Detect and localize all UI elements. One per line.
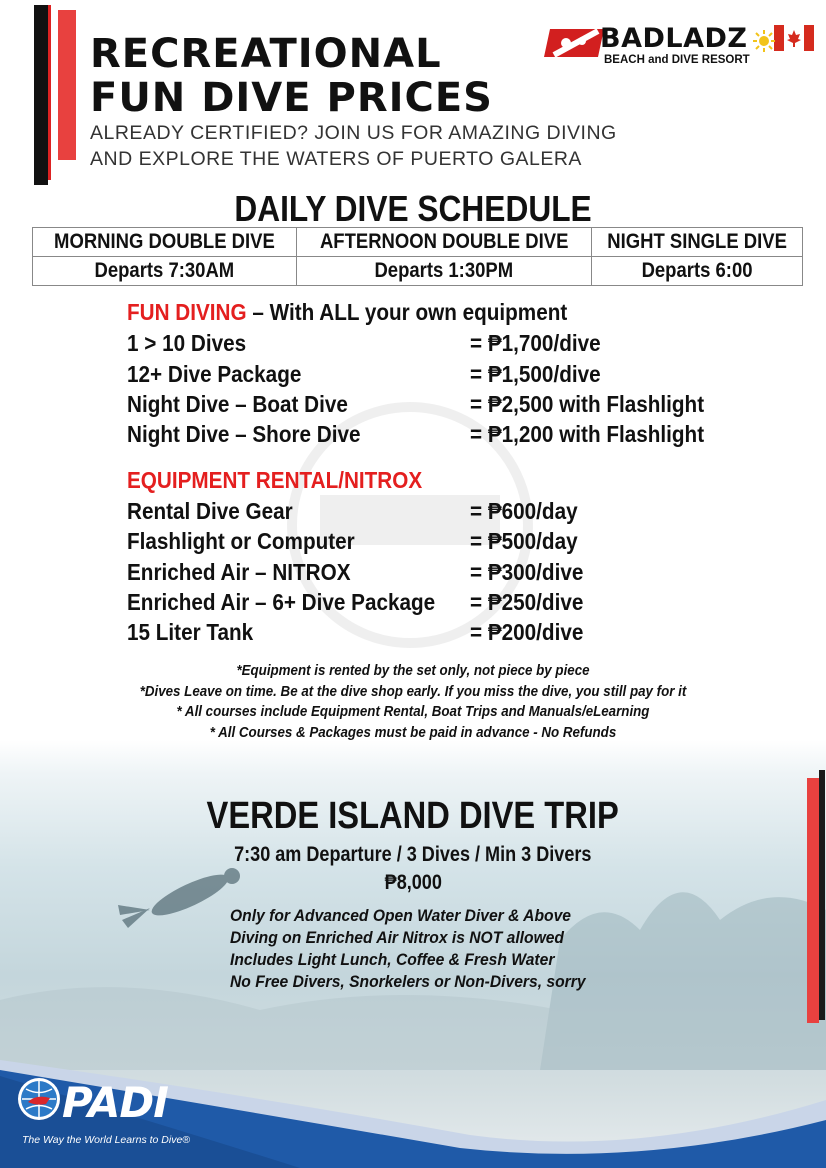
badladz-logo — [544, 25, 814, 70]
schedule-header-night: NIGHT SINGLE DIVE — [607, 230, 787, 253]
header-bar-red-thin — [48, 5, 51, 180]
rental-heading: EQUIPMENT RENTAL/NITROX — [127, 467, 423, 493]
padi-tagline: The Way the World Learns to Dive® — [22, 1134, 191, 1146]
trip-note-line: Only for Advanced Open Water Diver & Above — [230, 906, 571, 925]
note-line: *Equipment is rented by the set only, not piece by piece — [236, 663, 590, 679]
note-line: * All Courses & Packages must be paid in advance - No Refunds — [209, 724, 617, 741]
philippine-sun-icon — [752, 29, 776, 53]
subtitle-line-1: ALREADY CERTIFIED? JOIN US FOR AMAZING DIVING — [90, 122, 617, 144]
schedule-header-cell — [33, 228, 297, 257]
note-line: * All courses include Equipment Rental, Boat Trips and Manuals/eLearning — [176, 704, 650, 720]
trip-subtitle — [0, 843, 826, 867]
rental-price: = ₱600/day — [470, 498, 578, 524]
fun-diving-heading — [127, 299, 567, 326]
fun-diving-price: = ₱2,500 with Flashlight — [470, 391, 705, 417]
schedule-header-cell — [297, 228, 592, 257]
header-bar-black — [34, 5, 48, 185]
rental-label: Rental Dive Gear — [127, 498, 293, 524]
canada-flag-icon — [774, 25, 814, 51]
schedule-time-morning: Departs 7:30AM — [94, 259, 235, 282]
rental-price: = ₱300/dive — [470, 559, 584, 585]
title-line-1: RECREATIONAL — [90, 31, 442, 77]
logo-tagline: BEACH and DIVE RESORT — [604, 54, 750, 66]
fun-diving-price: = ₱1,700/dive — [470, 330, 601, 356]
schedule-time-cell — [33, 257, 297, 286]
rental-label: Enriched Air – NITROX — [127, 559, 351, 585]
fun-diving-label: Night Dive – Boat Dive — [127, 391, 348, 417]
trip-note-line: No Free Divers, Snorkelers or Non-Divers, sorry — [230, 972, 586, 991]
schedule-header-row — [33, 228, 803, 257]
trip-note-line: Includes Light Lunch, Coffee & Fresh Water — [230, 950, 555, 969]
schedule-time-night: Departs 6:00 — [641, 259, 753, 282]
terms-notes — [0, 661, 826, 743]
schedule-time-cell — [297, 257, 592, 286]
schedule-title: DAILY DIVE SCHEDULE — [234, 188, 592, 229]
header-bar-red — [58, 10, 76, 160]
schedule-header-afternoon: AFTERNOON DOUBLE DIVE — [319, 230, 569, 253]
title-line-2: FUN DIVE PRICES — [90, 75, 493, 121]
schedule-header-cell — [592, 228, 803, 257]
fun-diving-heading-rest: – With ALL your own equipment — [246, 299, 568, 325]
page-subtitle — [90, 120, 617, 172]
padi-wordmark: PADI — [62, 1078, 168, 1127]
trip-notes — [230, 905, 616, 993]
trip-title-text: VERDE ISLAND DIVE TRIP — [206, 795, 620, 837]
fun-diving-heading-red: FUN DIVING — [127, 299, 247, 325]
schedule-time-afternoon: Departs 1:30PM — [374, 259, 514, 282]
trip-price — [0, 871, 826, 895]
trip-note-line: Diving on Enriched Air Nitrox is NOT allowed — [230, 928, 564, 947]
trip-title — [0, 795, 826, 838]
schedule-table — [32, 227, 803, 286]
fun-diving-label: 12+ Dive Package — [127, 361, 302, 387]
dive-flag-icon — [544, 27, 606, 59]
schedule-time-row — [33, 257, 803, 286]
fun-diving-label: Night Dive – Shore Dive — [127, 421, 361, 447]
rental-price: = ₱250/dive — [470, 589, 584, 615]
note-line: *Dives Leave on time. Be at the dive shop early. If you miss the dive, you still pay for it — [139, 683, 687, 700]
page-title — [90, 32, 493, 120]
rental-label: 15 Liter Tank — [127, 619, 254, 645]
fun-diving-price: = ₱1,500/dive — [470, 361, 601, 387]
trip-subtitle-text: 7:30 am Departure / 3 Dives / Min 3 Divers — [234, 843, 592, 866]
schedule-header-morning: MORNING DOUBLE DIVE — [54, 230, 275, 253]
logo-name: BADLADZ — [600, 23, 748, 54]
fun-diving-price: = ₱1,200 with Flashlight — [470, 421, 705, 447]
padi-globe-icon — [16, 1076, 62, 1122]
rental-price: = ₱500/day — [470, 528, 578, 554]
rental-price: = ₱200/dive — [470, 619, 584, 645]
rental-label: Enriched Air – 6+ Dive Package — [127, 589, 436, 615]
subtitle-line-2: AND EXPLORE THE WATERS OF PUERTO GALERA — [90, 148, 582, 170]
trip-price-text: ₱8,000 — [384, 871, 442, 894]
fun-diving-label: 1 > 10 Dives — [127, 330, 247, 356]
schedule-time-cell — [592, 257, 803, 286]
rental-label: Flashlight or Computer — [127, 528, 355, 554]
